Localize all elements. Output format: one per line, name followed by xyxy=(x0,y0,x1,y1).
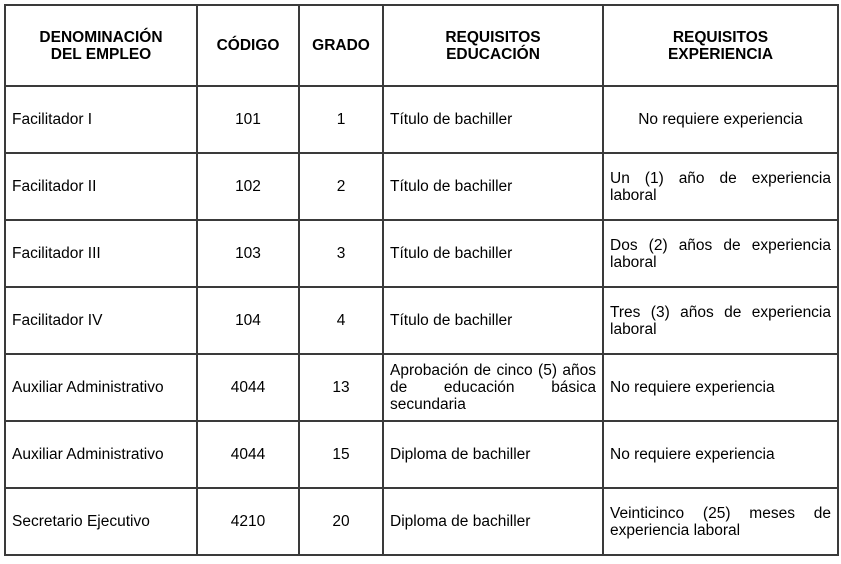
header-row xyxy=(5,5,838,86)
cell-grado: 15 xyxy=(299,421,383,488)
cell-denominacion: Facilitador II xyxy=(5,153,197,220)
cell-codigo: 4044 xyxy=(197,354,299,421)
header-experiencia xyxy=(603,5,838,86)
header-experiencia-line1: REQUISITOS xyxy=(672,28,769,46)
header-denominacion-line1: DENOMINACIÓN xyxy=(39,28,163,46)
header-denominacion-line2: DEL EMPLEO xyxy=(50,45,152,63)
header-grado: GRADO xyxy=(299,5,383,86)
cell-grado: 20 xyxy=(299,488,383,555)
cell-denominacion: Secretario Ejecutivo xyxy=(5,488,197,555)
cell-codigo: 4044 xyxy=(197,421,299,488)
cell-experiencia: Dos (2) años de experiencia laboral xyxy=(603,220,838,287)
cell-codigo: 102 xyxy=(197,153,299,220)
header-experiencia-line2: EXPERIENCIA xyxy=(667,45,774,63)
cell-denominacion: Auxiliar Administrativo xyxy=(5,421,197,488)
cell-denominacion: Facilitador I xyxy=(5,86,197,153)
header-educacion-line2: EDUCACIÓN xyxy=(446,45,540,63)
cell-experiencia: Veinticinco (25) meses de experiencia laboral xyxy=(603,488,838,555)
cell-codigo: 101 xyxy=(197,86,299,153)
cell-educacion: Título de bachiller xyxy=(383,220,603,287)
cell-educacion: Diploma de bachiller xyxy=(383,488,603,555)
cell-educacion: Título de bachiller xyxy=(383,287,603,354)
header-denominacion xyxy=(5,5,197,86)
table-row xyxy=(5,421,838,488)
header-codigo: CÓDIGO xyxy=(197,5,299,86)
cell-educacion: Título de bachiller xyxy=(383,153,603,220)
header-educacion-line1: REQUISITOS xyxy=(445,28,541,46)
requirements-table xyxy=(4,4,839,556)
cell-educacion: Diploma de bachiller xyxy=(383,421,603,488)
table-row xyxy=(5,287,838,354)
table-row xyxy=(5,86,838,153)
cell-experiencia: Tres (3) años de experiencia laboral xyxy=(603,287,838,354)
cell-grado: 3 xyxy=(299,220,383,287)
cell-codigo: 103 xyxy=(197,220,299,287)
cell-grado: 2 xyxy=(299,153,383,220)
cell-grado: 13 xyxy=(299,354,383,421)
cell-educacion: Título de bachiller xyxy=(383,86,603,153)
cell-grado: 1 xyxy=(299,86,383,153)
table-row xyxy=(5,153,838,220)
cell-denominacion: Facilitador III xyxy=(5,220,197,287)
cell-codigo: 104 xyxy=(197,287,299,354)
cell-denominacion: Facilitador IV xyxy=(5,287,197,354)
cell-experiencia: No requiere experiencia xyxy=(603,86,838,153)
cell-denominacion: Auxiliar Administrativo xyxy=(5,354,197,421)
cell-experiencia: No requiere experiencia xyxy=(603,421,838,488)
requirements-table-container xyxy=(4,4,837,560)
table-row xyxy=(5,220,838,287)
cell-grado: 4 xyxy=(299,287,383,354)
table-row xyxy=(5,488,838,555)
cell-codigo: 4210 xyxy=(197,488,299,555)
cell-experiencia: Un (1) año de experiencia laboral xyxy=(603,153,838,220)
header-educacion xyxy=(383,5,603,86)
cell-educacion: Aprobación de cinco (5) años de educación básica secundaria xyxy=(383,354,603,421)
table-row xyxy=(5,354,838,421)
cell-experiencia: No requiere experiencia xyxy=(603,354,838,421)
